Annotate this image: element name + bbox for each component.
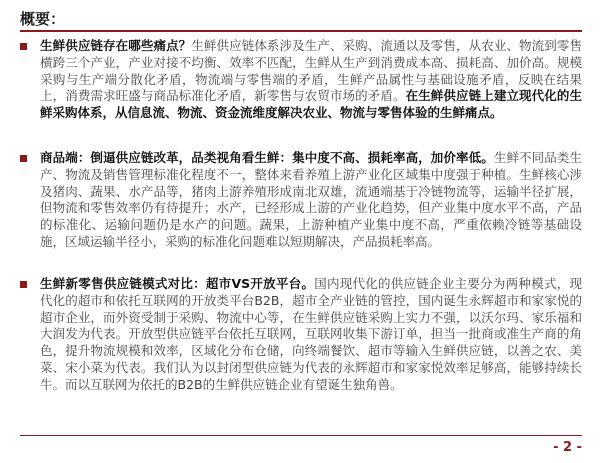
section-paragraph <box>40 276 582 394</box>
summary-header <box>20 8 580 32</box>
square-bullet-icon <box>20 155 27 162</box>
section-pain-points <box>20 38 582 122</box>
section-lead: 生鲜新零售供应链模式对比：超市VS开放平台。 <box>40 276 315 291</box>
section-paragraph <box>40 38 582 122</box>
page-number: - 2 - <box>553 440 582 455</box>
section-paragraph <box>40 150 582 251</box>
section-lead: 生鲜供应链存在哪些痛点？ <box>40 38 192 53</box>
section-body: 生鲜不同品类生产、物流及销售管理标准化程度不一，整体来看养殖上游产业化区域集中度强于种植。生鲜核心涉及猪肉、蔬果、水产品等，猪肉上游养殖形成南北双雄，流通端基于冷链物流等，运输半径扩展，但物流和零售效率仍有待提升；水产，已经形成上游的产业化趋势，但产业集中度水平不高，产品的标准化、运输问题仍是水产的问题。蔬果，上游种植产业集中度不高，严重依赖冷链等基础设施，区域运输半径小，采购的标准化问题难以短期解决，产品损耗率高。 <box>40 150 582 249</box>
section-lead: 商品端：倒逼供应链改革，品类视角看生鲜：集中度不高、损耗率高，加价率低。 <box>40 150 494 165</box>
section-model-comparison <box>20 276 582 394</box>
footer-divider <box>20 435 582 436</box>
section-commodity-side <box>20 150 582 251</box>
section-body: 生鲜供应链体系涉及生产、采购、流通以及零售，从农业、物流到零售横跨三个产业，产业对接不均衡、效率不匹配，生鲜从生产到消费成本高、损耗高、加价高。规模采购与生产端分散化矛盾，物流端与零售端的矛盾，生鲜产品属性与基础设施矛盾，反映在结果上，消费需求旺盛与商品标准化矛盾，新零售与农贸市场的矛盾。 <box>40 38 582 104</box>
square-bullet-icon <box>20 43 27 50</box>
title-divider <box>20 30 582 32</box>
page-title: 概要： <box>20 10 66 28</box>
section-conclusion: 在生鲜供应链上建立现代化的生鲜采购体系，从信息流、物流、资金流维度解决农业、物流与零售体验的生鲜痛点。 <box>40 88 582 121</box>
square-bullet-icon <box>20 281 27 288</box>
section-body: 国内现代化的供应链企业主要分为两种模式，现代化的超市和依托互联网的开放类平台B2B，超市全产业链的管控，国内诞生永辉超市和家家悦的超市企业，而外资受制于采购、物流中心等，在生鲜供应链采购上实力不强，以沃尔玛、家乐福和大润发为代表。开放型供应链平台依托互联网，互联网收集下游订单，担当一批商或准生产商的角色，提升物流规模和效率，区域化分布仓储，向终端餐饮、超市等输入生鲜供应链，以善之农、美菜、宋小菜为代表。我们认为以封闭型供应链为代表的永辉超市和家家悦效率足够高，能够持续长牛。而以互联网为依托的B2B的生鲜供应链企业有望诞生独角兽。 <box>40 276 582 392</box>
